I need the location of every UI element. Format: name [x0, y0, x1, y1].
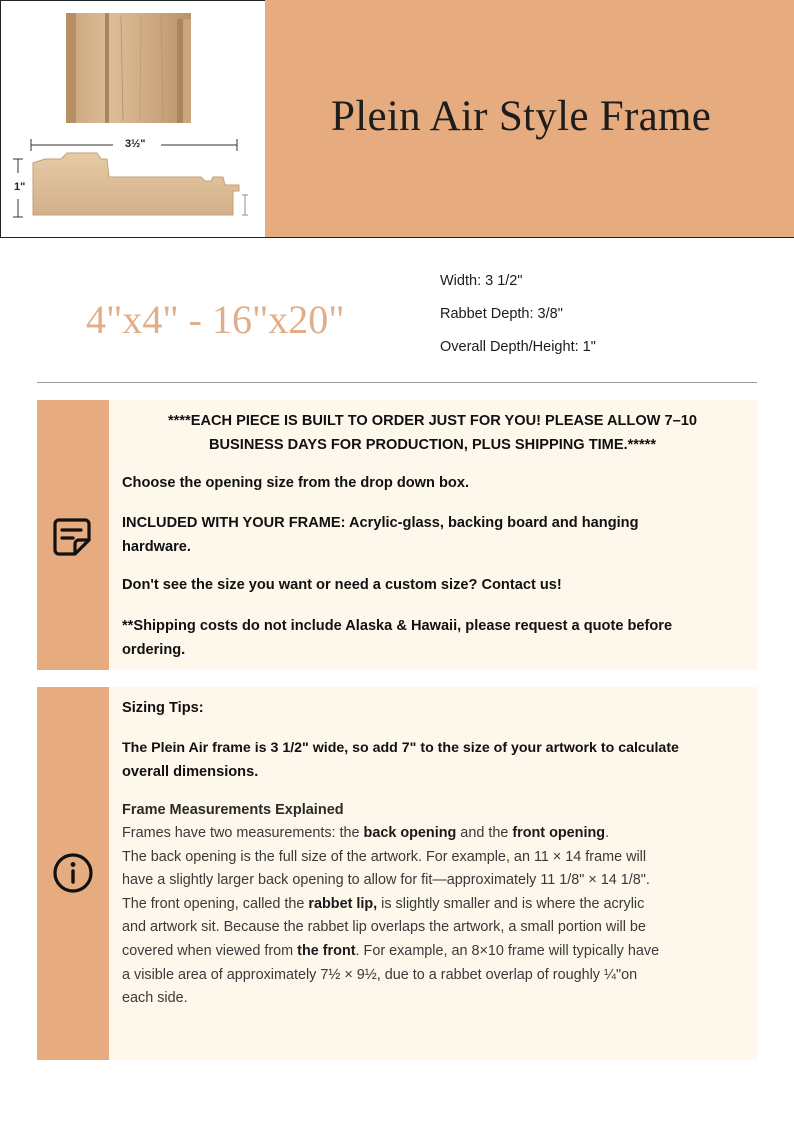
- back-opening-term: back opening: [363, 825, 457, 841]
- shipping-text: [122, 614, 672, 662]
- notice-box: [37, 400, 757, 670]
- p3-line-2: and artwork sit. Because the rabbet lip overlaps the artwork, a small portion will be: [122, 919, 646, 936]
- size-range: 4"x4" - 16"x20": [86, 297, 345, 342]
- width-tip-line-1: The Plein Air frame is 3 1/2" wide, so add 7" to the size of your artwork to calculate: [122, 740, 679, 756]
- info-icon: [51, 851, 95, 895]
- measurements-body: [122, 822, 659, 1011]
- p2-line-1: The back opening is the full size of the artwork. For example, an 11 × 14 frame will: [122, 848, 647, 865]
- p3-text: . For example, an 8×10 frame will typically have: [355, 942, 660, 959]
- spec-overall-depth: Overall Depth/Height: 1": [440, 339, 596, 355]
- shipping-line-1: **Shipping costs do not include Alaska & Hawaii, please request a quote before: [122, 618, 673, 634]
- p1-text: .: [605, 825, 610, 841]
- p3-text: is slightly smaller and is where the acrylic: [377, 895, 645, 912]
- page-title: Plein Air Style Frame: [331, 93, 712, 140]
- p3-line-3: [122, 940, 659, 964]
- custom-size-text: Don't see the size you want or need a custom size? Contact us!: [122, 577, 562, 593]
- frame-front-image: [1, 1, 266, 239]
- spec-width: Width: 3 1/2": [440, 273, 523, 289]
- p1-text: Frames have two measurements: the: [122, 825, 364, 841]
- header: [0, 0, 794, 238]
- frame-specs: [440, 270, 596, 369]
- notice-line-2: BUSINESS DAYS FOR PRODUCTION, PLUS SHIPPING TIME.*****: [208, 437, 657, 453]
- p1-text: and the: [456, 825, 513, 841]
- rabbet-lip-term: rabbet lip,: [308, 895, 378, 912]
- width-tip-line-2: overall dimensions.: [122, 764, 259, 780]
- included-text: [122, 511, 639, 559]
- spec-rabbet-depth: Rabbet Depth: 3/8": [440, 306, 563, 322]
- measurements-heading: Frame Measurements Explained: [122, 802, 344, 818]
- profile-width-label: 3½": [125, 138, 146, 150]
- build-to-order-notice: [122, 409, 743, 457]
- p1: [122, 822, 659, 846]
- p3-text: The front opening, called the: [122, 895, 309, 912]
- the-front-term: the front: [297, 942, 356, 959]
- sizing-tips-box: [37, 687, 757, 1060]
- note-icon: [51, 514, 95, 558]
- front-opening-term: front opening: [512, 825, 606, 841]
- choose-size-text: Choose the opening size from the drop down box.: [122, 475, 470, 491]
- p3-line-5: each side.: [122, 990, 188, 1007]
- frame-profile-panel: [0, 0, 265, 238]
- included-line-2: hardware.: [122, 539, 191, 555]
- divider: [37, 382, 757, 383]
- notice-line-1: ****EACH PIECE IS BUILT TO ORDER JUST FOR YOU! PLEASE ALLOW 7–10: [168, 413, 697, 429]
- shipping-line-2: ordering.: [122, 642, 186, 658]
- profile-height-label: 1": [14, 181, 26, 193]
- p2-line-2: have a slightly larger back opening to allow for fit—approximately 11 1/8" × 14 1/8".: [122, 872, 650, 889]
- p3-line-1: [122, 893, 659, 917]
- p3-line-4: a visible area of approximately 7½ × 9½, due to a rabbet overlap of roughly ¼"on: [122, 966, 638, 983]
- sizing-tips-heading: Sizing Tips:: [122, 700, 204, 716]
- width-tip: [122, 736, 679, 784]
- included-line-1: INCLUDED WITH YOUR FRAME: Acrylic-glass, backing board and hanging: [122, 515, 639, 531]
- title-panel: [265, 0, 794, 238]
- p3-text: covered when viewed from: [122, 942, 298, 959]
